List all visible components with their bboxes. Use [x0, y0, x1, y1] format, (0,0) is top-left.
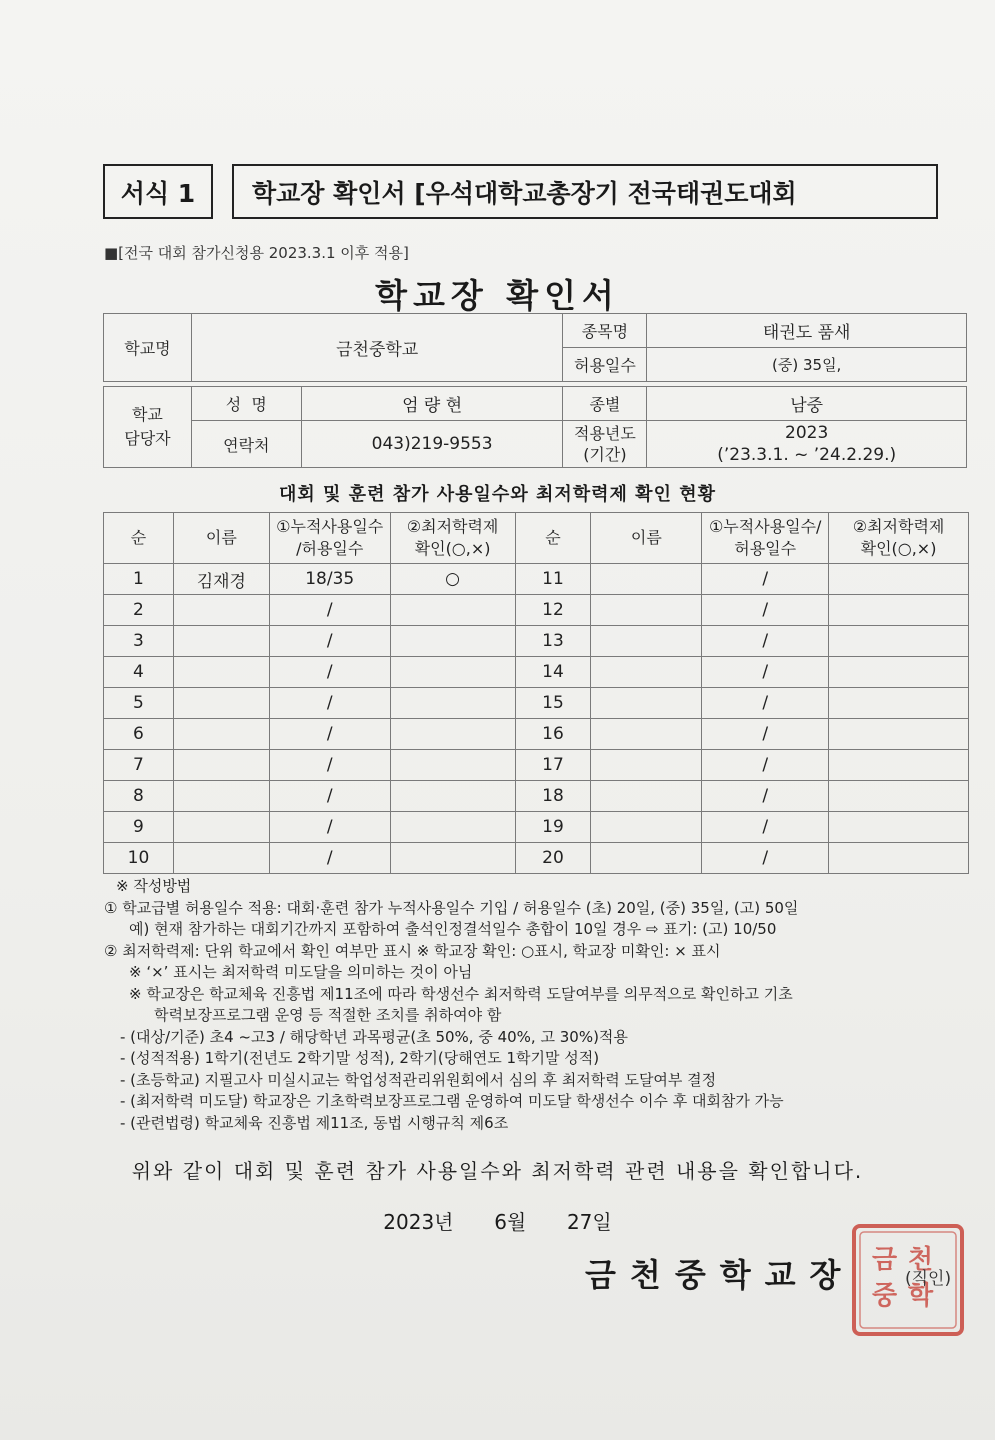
cell-l-name [173, 688, 269, 719]
svg-text:금: 금 [872, 1245, 898, 1275]
cell-r-no: 14 [515, 657, 591, 688]
cell-l-check [390, 595, 515, 626]
col-header-name-right: 이름 [591, 513, 702, 564]
cell-r-no: 12 [515, 595, 591, 626]
cell-l-name [173, 812, 269, 843]
table-row [104, 657, 969, 688]
cell-r-check [829, 657, 969, 688]
cell-l-check [390, 657, 515, 688]
table-row [104, 595, 969, 626]
cell-r-check [829, 781, 969, 812]
cell-l-no: 9 [104, 812, 174, 843]
confirmation-statement: 위와 같이 대회 및 훈련 참가 사용일수와 최저학력 관련 내용을 확인합니다. [131, 1159, 864, 1183]
cell-l-days: / [269, 719, 390, 750]
cell-r-name [591, 750, 702, 781]
svg-text:중: 중 [872, 1281, 898, 1311]
note-line: ① 학교급별 허용일수 적용: 대회·훈련 참가 누적사용일수 기입 / 허용일수 (초) 20일, (중) 35일, (고) 50일 [104, 898, 799, 917]
cell-l-name [173, 781, 269, 812]
cell-r-days: / [702, 719, 829, 750]
cell-l-no: 10 [104, 843, 174, 874]
cell-r-name [591, 719, 702, 750]
principal-signature: 금천중학교장 [585, 1256, 855, 1294]
cell-r-no: 18 [515, 781, 591, 812]
cell-r-no: 17 [515, 750, 591, 781]
cell-r-check [829, 564, 969, 595]
cell-r-no: 20 [515, 843, 591, 874]
event-value: 태권도 품새 [647, 314, 967, 348]
cell-l-name [173, 595, 269, 626]
cell-l-name [173, 843, 269, 874]
name-label: 성 명 [191, 387, 301, 421]
svg-text:학: 학 [908, 1281, 934, 1311]
cell-r-days: / [702, 812, 829, 843]
cell-l-check [390, 750, 515, 781]
col-header-name: 이름 [173, 513, 269, 564]
cell-r-no: 13 [515, 626, 591, 657]
col-header-no-right: 순 [515, 513, 591, 564]
cell-l-check [390, 812, 515, 843]
cell-l-no: 3 [104, 626, 174, 657]
cell-l-no: 6 [104, 719, 174, 750]
note-line: - (관련법령) 학교체육 진흥법 제11조, 동법 시행규칙 제6조 [120, 1113, 509, 1132]
cell-l-name [173, 657, 269, 688]
cell-r-name [591, 626, 702, 657]
col-header-check-right: ②최저학력제 확인(○,×) [829, 513, 969, 564]
cell-l-no: 8 [104, 781, 174, 812]
cell-r-days: / [702, 595, 829, 626]
summary-title: 대회 및 훈련 참가 사용일수와 최저학력제 확인 현황 [278, 484, 716, 505]
cell-r-days: / [702, 750, 829, 781]
note-line: - (최저학력 미도달) 학교장은 기초학력보장프로그램 운영하여 미도달 학생선수 이수 후 대회참가 가능 [120, 1092, 784, 1110]
cell-r-name [591, 688, 702, 719]
cell-r-name [591, 843, 702, 874]
notes-heading: ※ 작성방법 [116, 877, 192, 895]
category-label: 종별 [563, 387, 647, 421]
header-title: 학교장 확인서 [우석대학교총장기 전국태권도대회 [232, 164, 938, 219]
cell-l-days: 18/35 [269, 564, 390, 595]
svg-text:천: 천 [908, 1245, 934, 1275]
cell-l-days: / [269, 843, 390, 874]
note-line: - (초등학교) 지필고사 미실시교는 학업성적관리위원회에서 심의 후 최저학력 도달여부 결정 [120, 1070, 717, 1089]
col-header-check: ②최저학력제 확인(○,×) [390, 513, 515, 564]
event-label: 종목명 [563, 314, 647, 348]
allowed-days-value: (중) 35일, [647, 348, 967, 382]
note-line: - (대상/기준) 초4 ~고3 / 해당학년 과목평균(초 50%, 중 40%, 고 30%)적용 [120, 1027, 628, 1046]
cell-r-days: / [702, 781, 829, 812]
document-date: 2023년 6월 27일 [383, 1210, 612, 1234]
cell-r-check [829, 750, 969, 781]
cell-r-days: / [702, 688, 829, 719]
cell-l-check [390, 688, 515, 719]
cell-l-name [173, 719, 269, 750]
cell-l-no: 1 [104, 564, 174, 595]
usage-table [103, 512, 969, 874]
cell-r-days: / [702, 657, 829, 688]
note-line: 예) 현재 참가하는 대회기간까지 포함하여 출석인정결석일수 총합이 10일 경우 ⇨ 표기: (고) 10/50 [129, 920, 777, 938]
cell-l-name: 김재경 [173, 564, 269, 595]
cell-l-no: 4 [104, 657, 174, 688]
note-line: - (성적적용) 1학기(전년도 2학기말 성적), 2학기(당해연도 1학기말 성적) [120, 1049, 600, 1067]
usage-table-body [104, 564, 969, 874]
cell-r-check [829, 626, 969, 657]
cell-l-check [390, 626, 515, 657]
cell-l-days: / [269, 781, 390, 812]
contact-value: 043)219-9553 [301, 421, 563, 468]
cell-r-check [829, 688, 969, 719]
cell-r-check [829, 843, 969, 874]
cell-l-no: 7 [104, 750, 174, 781]
table-row [104, 626, 969, 657]
cell-r-name [591, 812, 702, 843]
cell-r-check [829, 719, 969, 750]
cell-l-days: / [269, 595, 390, 626]
col-header-no: 순 [104, 513, 174, 564]
cell-r-check [829, 812, 969, 843]
note-line: ② 최저학력제: 단위 학교에서 확인 여부만 표시 ※ 학교장 확인: ○표시, 학교장 미확인: × 표시 [104, 941, 721, 960]
notes-section [104, 876, 974, 1134]
cell-r-name [591, 564, 702, 595]
cell-r-no: 19 [515, 812, 591, 843]
manager-label: 학교 담당자 [104, 387, 192, 468]
note-line: 학력보장프로그램 운영 등 적절한 조치를 취하여야 함 [154, 1006, 502, 1024]
table-row [104, 781, 969, 812]
cell-l-days: / [269, 688, 390, 719]
note-line: ※ 학교장은 학교체육 진흥법 제11조에 따라 학생선수 최저학력 도달여부를 의무적으로 확인하고 기초 [129, 984, 793, 1003]
cell-l-no: 2 [104, 595, 174, 626]
cell-r-name [591, 781, 702, 812]
cell-l-days: / [269, 626, 390, 657]
cell-r-check [829, 595, 969, 626]
table-row [104, 719, 969, 750]
info-table [103, 313, 967, 468]
table-row [104, 843, 969, 874]
cell-l-days: / [269, 657, 390, 688]
year-label: 적용년도 (기간) [563, 421, 647, 468]
contact-label: 연락처 [191, 421, 301, 468]
cell-r-no: 11 [515, 564, 591, 595]
allowed-days-label: 허용일수 [563, 348, 647, 382]
cell-l-days: / [269, 750, 390, 781]
seal-note: (직인) [905, 1269, 952, 1289]
form-number-label: 서식 1 [103, 164, 213, 219]
table-row [104, 564, 969, 595]
cell-r-no: 16 [515, 719, 591, 750]
cell-l-name [173, 750, 269, 781]
document-title: 학교장 확인서 [375, 276, 620, 315]
school-name-value: 금천중학교 [191, 314, 563, 382]
cell-l-days: / [269, 812, 390, 843]
cell-r-no: 15 [515, 688, 591, 719]
cell-l-check [390, 781, 515, 812]
note-line: ※ ‘×’ 표시는 최저학력 미도달을 의미하는 것이 아님 [129, 963, 473, 981]
col-header-days: ①누적사용일수 /허용일수 [269, 513, 390, 564]
table-row [104, 750, 969, 781]
cell-r-name [591, 595, 702, 626]
year-text: 2023 [785, 423, 829, 443]
cell-l-check [390, 843, 515, 874]
name-value: 엄 량 현 [301, 387, 563, 421]
cell-r-days: / [702, 843, 829, 874]
cell-l-no: 5 [104, 688, 174, 719]
period-text: (’23.3.1. ~ ’24.2.29.) [717, 445, 897, 465]
cell-r-days: / [702, 626, 829, 657]
cell-l-name [173, 626, 269, 657]
cell-r-days: / [702, 564, 829, 595]
cell-l-check [390, 719, 515, 750]
table-row [104, 688, 969, 719]
cell-l-check: ○ [390, 564, 515, 595]
table-row [104, 812, 969, 843]
cell-r-name [591, 657, 702, 688]
notice-text: ■[전국 대회 참가신청용 2023.3.1 이후 적용] [104, 244, 409, 262]
school-name-label: 학교명 [104, 314, 192, 382]
col-header-days-right: ①누적사용일수/ 허용일수 [702, 513, 829, 564]
year-value [647, 421, 967, 468]
category-value: 남중 [647, 387, 967, 421]
